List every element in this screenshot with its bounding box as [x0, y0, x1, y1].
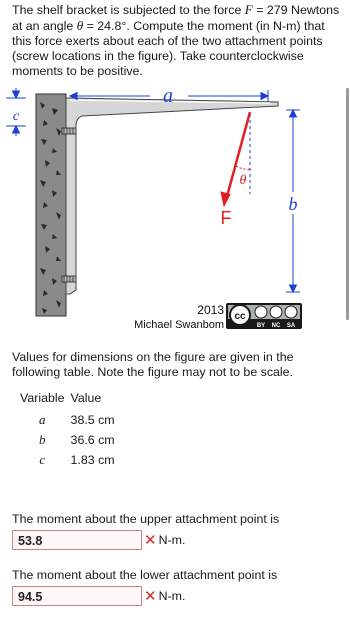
- bracket-figure: [0, 84, 350, 344]
- lower-moment-input[interactable]: 94.5: [12, 586, 142, 606]
- cc-symbol: cc: [234, 311, 246, 322]
- label-F: F: [220, 208, 232, 228]
- wall: [36, 94, 66, 316]
- upper-moment-unit: N-m.: [158, 533, 186, 547]
- header-variable: Variable: [20, 391, 65, 405]
- lower-moment-unit: N-m.: [158, 589, 186, 603]
- label-theta: θ: [239, 173, 247, 188]
- force-symbol: F: [244, 2, 253, 17]
- upper-moment-input[interactable]: 53.8: [12, 530, 142, 550]
- label-c: c: [12, 109, 20, 124]
- force-arrow: [221, 112, 250, 206]
- license-sa: SA: [286, 323, 296, 329]
- lower-moment-row: [12, 586, 185, 606]
- angle-symbol: θ: [76, 18, 84, 33]
- table-row: a 38.5 cm: [39, 412, 115, 427]
- x-mark-icon: ✕: [144, 531, 157, 549]
- upper-moment-row: [12, 530, 185, 550]
- lower-screw: [62, 276, 76, 282]
- angle-arc: [236, 166, 250, 169]
- license-by: BY: [256, 323, 266, 329]
- variables-table: [20, 390, 121, 470]
- problem-statement: The shelf bracket is subjected to the force F = 279 Newtons at an angle θ = 24.8°. Compute the moment (in N-m) that this force exerts about each of the two attachment points (screw locations in the figure). Take counterclockwise moments to be positive.: [12, 2, 340, 78]
- x-mark-icon: ✕: [144, 587, 157, 605]
- table-row: b 36.6 cm: [39, 432, 115, 447]
- label-b: b: [288, 194, 298, 214]
- upper-screw: [62, 128, 76, 134]
- table-intro: Values for dimensions on the figure are given in the following table. Note the figure may not to be scale.: [12, 350, 294, 379]
- credit-year: 2013: [197, 303, 224, 317]
- table-row: c 1.83 cm: [39, 452, 115, 467]
- header-value: Value: [70, 391, 102, 405]
- license-nc: NC: [271, 323, 281, 329]
- label-a: a: [163, 85, 173, 107]
- lower-moment-label: The moment about the lower attachment point is: [12, 568, 278, 582]
- scrollbar[interactable]: [346, 88, 349, 320]
- upper-moment-label: The moment about the upper attachment point is: [12, 512, 280, 526]
- credit-author: Michael Swanbom: [134, 319, 224, 331]
- cc-license-badge: [226, 303, 302, 329]
